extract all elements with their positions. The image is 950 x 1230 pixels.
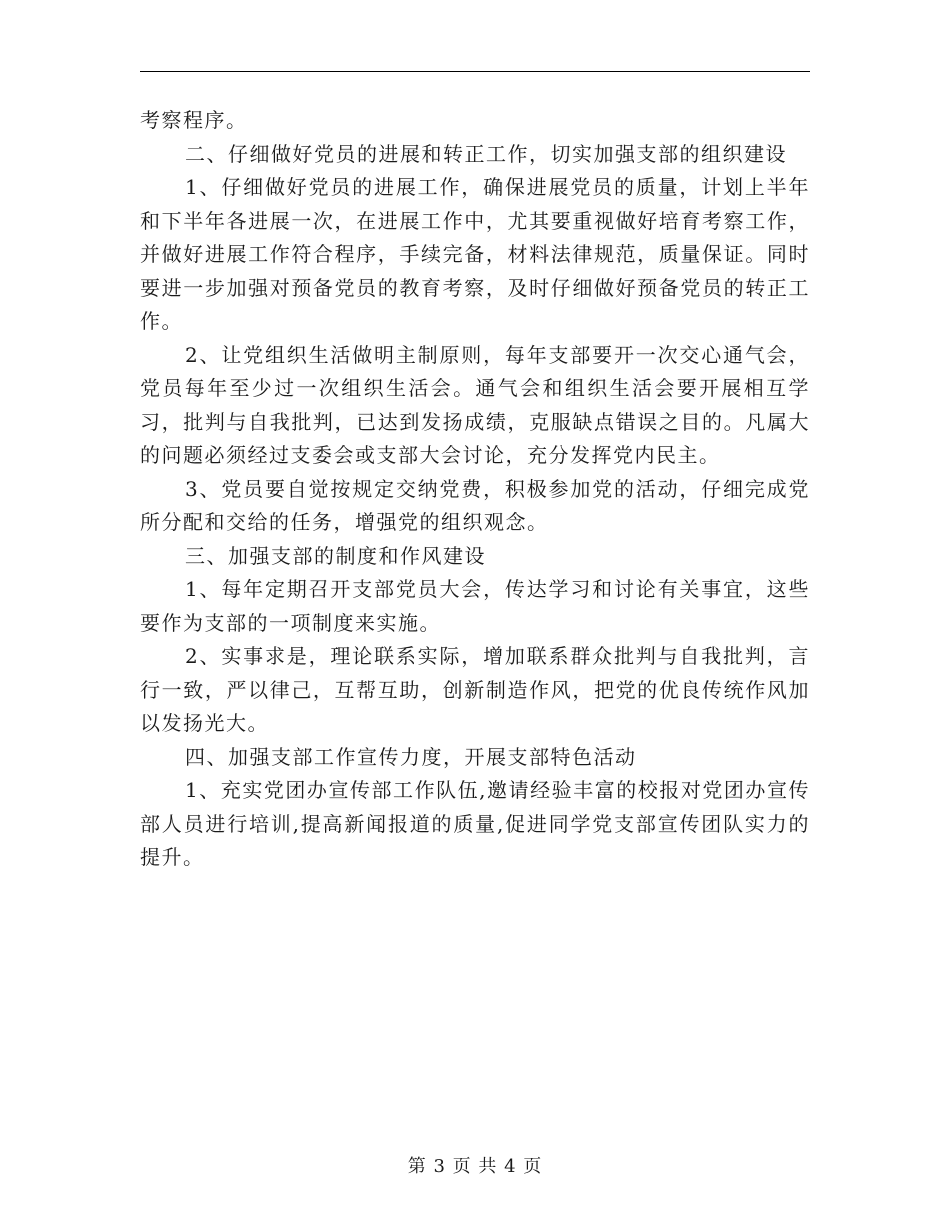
paragraph: 1、充实党团办宣传部工作队伍,邀请经验丰富的校报对党团办宣传部人员进行培训,提高新闻报道的质量,促进同学党支部宣传团队实力的提升。 — [140, 778, 810, 869]
page-number-footer: 第 3 页 共 4 页 — [407, 1156, 543, 1177]
paragraph: 2、让党组织生活做明主制原则，每年支部要开一次交心通气会，党员每年至少过一次组织生活会。通气会和组织生活会要开展相互学习，批判与自我批判，已达到发扬成绩，克服缺点错误之目的。凡属大的问题必须经过支委会或支部大会讨论，充分发挥党内民主。 — [140, 342, 810, 467]
document-body — [140, 104, 810, 875]
paragraph: 1、每年定期召开支部党员大会，传达学习和讨论有关事宜，这些要作为支部的一项制度来实施。 — [140, 577, 810, 635]
header-rule — [140, 71, 810, 72]
paragraph: 2、实事求是，理论联系实际，增加联系群众批判与自我批判，言行一致，严以律己，互帮互助，创新制造作风，把党的优良传统作风加以发扬光大。 — [140, 644, 810, 735]
section-heading: 三、加强支部的制度和作风建设 — [185, 543, 486, 568]
section-heading: 四、加强支部工作宣传力度，开展支部特色活动 — [185, 744, 637, 769]
section-heading: 二、仔细做好党员的进展和转正工作，切实加强支部的组织建设 — [185, 141, 787, 166]
paragraph: 3、党员要自觉按规定交纳党费，积极参加党的活动，仔细完成党所分配和交给的任务，增强党的组织观念。 — [140, 476, 810, 534]
paragraph: 1、仔细做好党员的进展工作，确保进展党员的质量，计划上半年和下半年各进展一次，在进展工作中，尤其要重视做好培育考察工作，并做好进展工作符合程序，手续完备，材料法律规范，质量保证。同时要进一步加强对预备党员的教育考察，及时仔细做好预备党员的转正工作。 — [140, 175, 810, 333]
paragraph: 考察程序。 — [140, 108, 248, 132]
